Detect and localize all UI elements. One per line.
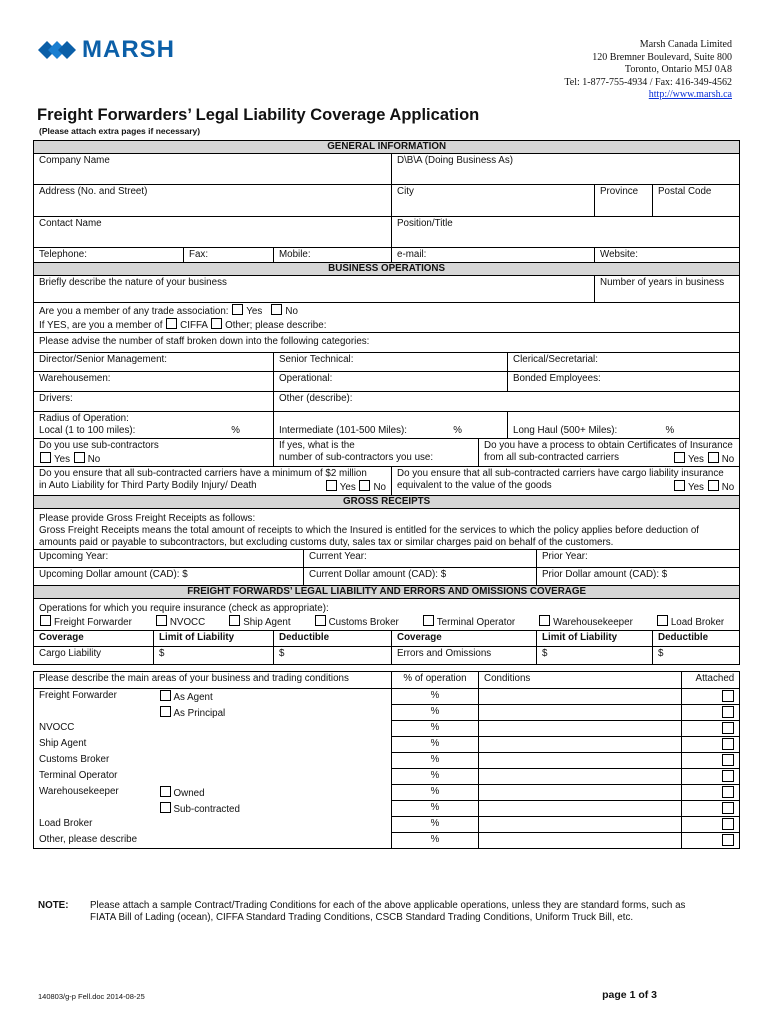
warehousekeeper-label: Warehousekeeper: [34, 785, 154, 801]
op-nvocc-checkbox[interactable]: [156, 615, 167, 626]
conditions-field[interactable]: [479, 833, 682, 849]
if-yes-member-label: If YES, are you a member of: [39, 319, 163, 331]
gross-line-3: amounts paid or payable to subcontractors, but excluding customs duty, sales tax or similar charges paid on behalf of the customers.: [39, 536, 614, 548]
op-label: Terminal Operator: [436, 617, 516, 629]
as-principal-option: [154, 705, 392, 721]
number-subcontractors-label-1: If yes, what is the: [279, 439, 355, 451]
current-amount-label: Current Dollar amount (CAD): $: [309, 569, 447, 581]
attached-checkbox[interactable]: [722, 738, 734, 750]
cargo-question-1: Do you ensure that all sub-contracted carriers have cargo liability insurance: [397, 468, 724, 480]
subcontractors-field: [34, 438, 274, 467]
marsh-logo-icon: [38, 39, 76, 61]
drivers-field[interactable]: [34, 392, 274, 412]
website-field[interactable]: [595, 248, 740, 263]
op-load-broker-checkbox[interactable]: [657, 615, 668, 626]
conditions-field[interactable]: [479, 705, 682, 721]
yes-label: Yes: [339, 482, 356, 494]
percent-sign: %: [430, 802, 440, 814]
warehousemen-label: Warehousemen:: [39, 373, 111, 385]
no-label: No: [373, 482, 386, 494]
gross-line-1: Please provide Gross Freight Receipts as follows:: [39, 512, 256, 524]
percent-sign: %: [430, 754, 440, 766]
operations-selection: [34, 599, 740, 631]
upcoming-amount-field[interactable]: [34, 568, 304, 586]
certificates-yes-checkbox[interactable]: [674, 452, 685, 463]
percent-sign: %: [430, 770, 440, 782]
subcontracted-checkbox[interactable]: [160, 802, 171, 813]
percent-sign: %: [430, 834, 440, 846]
staff-prompt: Please advise the number of staff broken down into the following categories:: [34, 333, 740, 353]
certificates-field: [479, 438, 740, 467]
conditions-field[interactable]: [479, 769, 682, 785]
upcoming-year-field[interactable]: [34, 550, 304, 568]
general-information-header: GENERAL INFORMATION: [34, 141, 740, 154]
intermediate-radius-field[interactable]: [274, 412, 508, 439]
province-field[interactable]: [595, 185, 653, 217]
long-haul-label: Long Haul (500+ Miles):: [513, 424, 618, 436]
province-label: Province: [600, 186, 639, 197]
percent-sign: %: [430, 738, 440, 750]
pct-field[interactable]: [392, 833, 479, 849]
trade-no-checkbox[interactable]: [271, 304, 282, 315]
as-principal-checkbox[interactable]: [160, 706, 171, 717]
col-limit-2: Limit of Liability: [537, 630, 653, 646]
subcontracted-label: Sub-contracted: [173, 803, 240, 815]
cargo-no-checkbox[interactable]: [708, 480, 719, 491]
attached-checkbox[interactable]: [722, 770, 734, 782]
ciffa-checkbox[interactable]: [166, 318, 177, 329]
attached-checkbox[interactable]: [722, 818, 734, 830]
local-radius-field[interactable]: [34, 412, 274, 439]
page-title: Freight Forwarders’ Legal Liability Coverage Application: [37, 106, 480, 124]
certificates-question-2: from all sub-contracted carriers: [484, 451, 620, 463]
as-agent-checkbox[interactable]: [160, 690, 171, 701]
number-subcontractors-label-2: number of sub-contractors you use:: [279, 451, 434, 463]
address-line: Tel: 1-877-755-4934 / Fax: 416-349-4562: [564, 76, 732, 88]
current-amount-field[interactable]: [304, 568, 537, 586]
conditions-field[interactable]: [479, 785, 682, 801]
email-field[interactable]: [392, 248, 595, 263]
ciffa-label: CIFFA: [180, 319, 208, 331]
min-auto-no-checkbox[interactable]: [359, 480, 370, 491]
eo-limit-field[interactable]: [537, 646, 653, 664]
website-link[interactable]: http://www.marsh.ca: [648, 89, 732, 100]
mobile-label: Mobile:: [279, 249, 311, 260]
attached-checkbox[interactable]: [722, 706, 734, 718]
yes-label: Yes: [54, 453, 70, 465]
marsh-logo: [38, 36, 175, 64]
conditions-field[interactable]: [479, 817, 682, 833]
document-code: 140803/g-p Fell.doc 2014-08-25: [38, 992, 145, 1001]
email-label: e-mail:: [397, 249, 427, 260]
city-label: City: [397, 186, 414, 197]
upcoming-year-label: Upcoming Year:: [39, 551, 109, 563]
col-coverage-2: Coverage: [392, 630, 537, 646]
fax-label: Fax:: [189, 249, 209, 260]
attached-cell: [682, 721, 740, 737]
company-address: [564, 39, 732, 102]
subcontractors-question: Do you use sub-contractors: [39, 439, 159, 451]
address-label: Address (No. and Street): [39, 186, 148, 197]
attached-checkbox[interactable]: [722, 834, 734, 846]
no-label: No: [721, 453, 735, 465]
pct-field[interactable]: [392, 721, 479, 737]
no-label: No: [721, 482, 735, 494]
current-year-field[interactable]: [304, 550, 537, 568]
page-number: page 1 of 3: [602, 989, 657, 1001]
drivers-label: Drivers:: [39, 393, 73, 405]
bonded-label: Bonded Employees:: [513, 373, 601, 385]
customs-broker-label: Customs Broker: [34, 753, 392, 769]
company-name-field[interactable]: [34, 154, 392, 185]
conditions-field[interactable]: [479, 737, 682, 753]
logo-text: MARSH: [82, 36, 175, 63]
op-terminal-operator-checkbox[interactable]: [423, 615, 434, 626]
attached-header: Attached: [682, 671, 740, 688]
as-agent-label: As Agent: [173, 691, 213, 703]
cargo-deductible-field[interactable]: [274, 646, 392, 664]
op-label: Freight Forwarder: [54, 617, 132, 629]
prior-amount-field[interactable]: [537, 568, 740, 586]
attached-checkbox[interactable]: [722, 690, 734, 702]
business-operations-header: BUSINESS OPERATIONS: [34, 262, 740, 275]
page-subtitle: (Please attach extra pages if necessary): [39, 126, 201, 136]
pct-field[interactable]: [392, 785, 479, 801]
yes-label: Yes: [246, 305, 263, 317]
conditions-header: Conditions: [479, 671, 682, 688]
col-deductible-1: Deductible: [274, 630, 392, 646]
op-customs-broker-checkbox[interactable]: [315, 615, 326, 626]
certificates-no-checkbox[interactable]: [708, 452, 719, 463]
number-subcontractors-field[interactable]: [274, 438, 479, 467]
coverage-header: FREIGHT FORWARDS’ LEGAL LIABILITY AND ERRORS AND OMISSIONS COVERAGE: [34, 586, 740, 599]
op-label: Warehousekeeper: [553, 617, 633, 629]
as-agent-option: [154, 688, 392, 704]
trade-association-row: [34, 302, 740, 333]
min-auto-liability-field: [34, 467, 392, 496]
warehousemen-field[interactable]: [34, 372, 274, 392]
clerical-label: Clerical/Secretarial:: [513, 354, 598, 366]
min-auto-question-2: in Auto Liability for Third Party Bodily Injury/ Death: [39, 480, 257, 492]
dba-label: D\B\A (Doing Business As): [397, 155, 513, 166]
subcontractors-no-checkbox[interactable]: [74, 452, 85, 463]
dollar-sign: $: [658, 647, 664, 659]
city-field[interactable]: [392, 185, 595, 217]
position-field[interactable]: [392, 217, 740, 248]
bonded-employees-field[interactable]: [508, 372, 740, 392]
dollar-sign: $: [279, 647, 285, 659]
attached-cell: [682, 705, 740, 721]
director-label: Director/Senior Management:: [39, 354, 167, 366]
note-text: Please attach a sample Contract/Trading Conditions for each of the above applicable operations, unless they are standard forms, such as FIATA Bill of Lading (ocean), CIFFA Standard Trading Conditions, CSCB Standard Trading Conditions, Uniform Truck Bill, etc.: [90, 900, 686, 923]
note-section: [38, 900, 718, 924]
intermediate-label: Intermediate (101-500 Miles):: [279, 424, 407, 436]
gross-line-2: Gross Freight Receipts means the total amount of receipts to which the Insured is entitled for the services to which the policy applies before deduction of: [39, 524, 700, 536]
address-line: 120 Bremner Boulevard, Suite 800: [592, 51, 732, 63]
intermediate-percent: %: [453, 424, 462, 436]
col-coverage-1: Coverage: [34, 630, 154, 646]
attached-cell: [682, 688, 740, 704]
conditions-field[interactable]: [479, 753, 682, 769]
conditions-field[interactable]: [479, 688, 682, 704]
percent-sign: %: [430, 689, 440, 701]
address-line: Toronto, Ontario M5J 0A8: [624, 64, 732, 75]
pct-field[interactable]: [392, 801, 479, 817]
address-line: Marsh Canada Limited: [639, 39, 732, 50]
company-name-label: Company Name: [39, 155, 110, 166]
nature-label: Briefly describe the nature of your business: [39, 276, 227, 288]
min-auto-yes-checkbox[interactable]: [326, 480, 337, 491]
local-label: Local (1 to 100 miles):: [39, 424, 136, 436]
dba-field[interactable]: [392, 154, 740, 185]
trade-association-question: Are you a member of any trade association:: [39, 305, 229, 317]
long-haul-radius-field[interactable]: [508, 412, 740, 439]
prior-amount-label: Prior Dollar amount (CAD): $: [542, 569, 668, 581]
conditions-field[interactable]: [479, 721, 682, 737]
op-label: Ship Agent: [243, 617, 291, 629]
dollar-sign: $: [542, 647, 548, 659]
cargo-yes-checkbox[interactable]: [674, 480, 685, 491]
percent-sign: %: [430, 786, 440, 798]
op-freight-forwarder-checkbox[interactable]: [40, 615, 51, 626]
nvocc-label: NVOCC: [34, 721, 392, 737]
empty-label: [34, 705, 154, 721]
owned-checkbox[interactable]: [160, 786, 171, 797]
senior-technical-label: Senior Technical:: [279, 354, 354, 366]
op-label: Customs Broker: [328, 617, 399, 629]
cargo-liability-label: Cargo Liability: [34, 646, 154, 664]
telephone-label: Telephone:: [39, 249, 87, 260]
pct-field[interactable]: [392, 688, 479, 704]
load-broker-label: Load Broker: [34, 817, 392, 833]
op-label: NVOCC: [169, 617, 206, 629]
pct-field[interactable]: [392, 705, 479, 721]
current-year-label: Current Year:: [309, 551, 367, 563]
operational-field[interactable]: [274, 372, 508, 392]
long-haul-percent: %: [665, 424, 675, 436]
areas-prompt: Please describe the main areas of your business and trading conditions: [34, 671, 392, 688]
errors-omissions-label: Errors and Omissions: [392, 646, 537, 664]
other-staff-field[interactable]: [274, 392, 740, 412]
owned-label: Owned: [173, 787, 205, 799]
attached-checkbox[interactable]: [722, 754, 734, 766]
gross-receipts-header: GROSS RECEIPTS: [34, 495, 740, 508]
op-ship-agent-checkbox[interactable]: [229, 615, 240, 626]
other-association-checkbox[interactable]: [211, 318, 222, 329]
min-auto-question-1: Do you ensure that all sub-contracted carriers have a minimum of $2 million: [39, 468, 367, 480]
telephone-field[interactable]: [34, 248, 184, 263]
empty-label: [34, 801, 154, 817]
pct-operation-header: % of operation: [392, 671, 479, 688]
local-percent: %: [231, 424, 240, 436]
certificates-question-1: Do you have a process to obtain Certificates of Insurance: [484, 439, 733, 451]
as-principal-label: As Principal: [173, 707, 226, 719]
years-in-business-field[interactable]: [595, 275, 740, 302]
other-describe-label: Other; please describe:: [225, 319, 327, 331]
attached-cell: [682, 801, 740, 817]
clerical-field[interactable]: [508, 353, 740, 372]
attached-cell: [682, 817, 740, 833]
spacer: [34, 664, 740, 671]
no-label: No: [87, 453, 101, 465]
pct-field[interactable]: [392, 817, 479, 833]
nature-of-business-field[interactable]: [34, 275, 595, 302]
address-field[interactable]: [34, 185, 392, 217]
terminal-operator-label: Terminal Operator: [34, 769, 392, 785]
operations-prompt: Operations for which you require insurance (check as appropriate):: [39, 603, 329, 615]
contact-name-label: Contact Name: [39, 218, 102, 229]
col-limit-1: Limit of Liability: [154, 630, 274, 646]
attached-cell: [682, 753, 740, 769]
other-staff-label: Other (describe):: [279, 393, 353, 405]
mobile-field[interactable]: [274, 248, 392, 263]
fax-field[interactable]: [184, 248, 274, 263]
contact-name-field[interactable]: [34, 217, 392, 248]
op-warehousekeeper-checkbox[interactable]: [539, 615, 550, 626]
yes-label: Yes: [687, 453, 704, 465]
op-label: Load Broker: [670, 617, 725, 629]
attached-cell: [682, 785, 740, 801]
senior-technical-field[interactable]: [274, 353, 508, 372]
application-form: [33, 140, 740, 849]
percent-sign: %: [430, 818, 440, 830]
prior-year-field[interactable]: [537, 550, 740, 568]
attached-checkbox[interactable]: [722, 802, 734, 814]
director-field[interactable]: [34, 353, 274, 372]
percent-sign: %: [430, 706, 440, 718]
pct-field[interactable]: [392, 753, 479, 769]
dollar-sign: $: [159, 647, 165, 659]
upcoming-amount-label: Upcoming Dollar amount (CAD): $: [39, 569, 188, 581]
website-label: Website:: [600, 249, 638, 260]
attached-cell: [682, 833, 740, 849]
postal-code-field[interactable]: [653, 185, 740, 217]
eo-deductible-field[interactable]: [653, 646, 740, 664]
pct-field[interactable]: [392, 737, 479, 753]
operational-label: Operational:: [279, 373, 333, 385]
attached-cell: [682, 737, 740, 753]
col-deductible-2: Deductible: [653, 630, 740, 646]
postal-code-label: Postal Code: [658, 186, 712, 197]
gross-receipts-description: [34, 508, 740, 549]
other-describe-label: Other, please describe: [34, 833, 392, 849]
position-label: Position/Title: [397, 218, 453, 229]
attached-checkbox[interactable]: [722, 786, 734, 798]
cargo-limit-field[interactable]: [154, 646, 274, 664]
trade-yes-checkbox[interactable]: [232, 304, 243, 315]
attached-cell: [682, 769, 740, 785]
conditions-field[interactable]: [479, 801, 682, 817]
prior-year-label: Prior Year:: [542, 551, 588, 563]
cargo-question-2: equivalent to the value of the goods: [397, 480, 552, 492]
percent-sign: %: [430, 722, 440, 734]
note-label: NOTE:: [38, 900, 69, 911]
subcontractors-yes-checkbox[interactable]: [40, 452, 51, 463]
subcontracted-option: [154, 801, 392, 817]
attached-checkbox[interactable]: [722, 722, 734, 734]
years-label: Number of years in business: [600, 276, 725, 288]
owned-option: [154, 785, 392, 801]
no-label: No: [285, 305, 298, 317]
pct-field[interactable]: [392, 769, 479, 785]
ship-agent-label: Ship Agent: [34, 737, 392, 753]
yes-label: Yes: [687, 482, 704, 494]
cargo-liability-field: [392, 467, 740, 496]
radius-label: Radius of Operation:: [39, 413, 129, 425]
ff-label: Freight Forwarder: [34, 688, 154, 704]
